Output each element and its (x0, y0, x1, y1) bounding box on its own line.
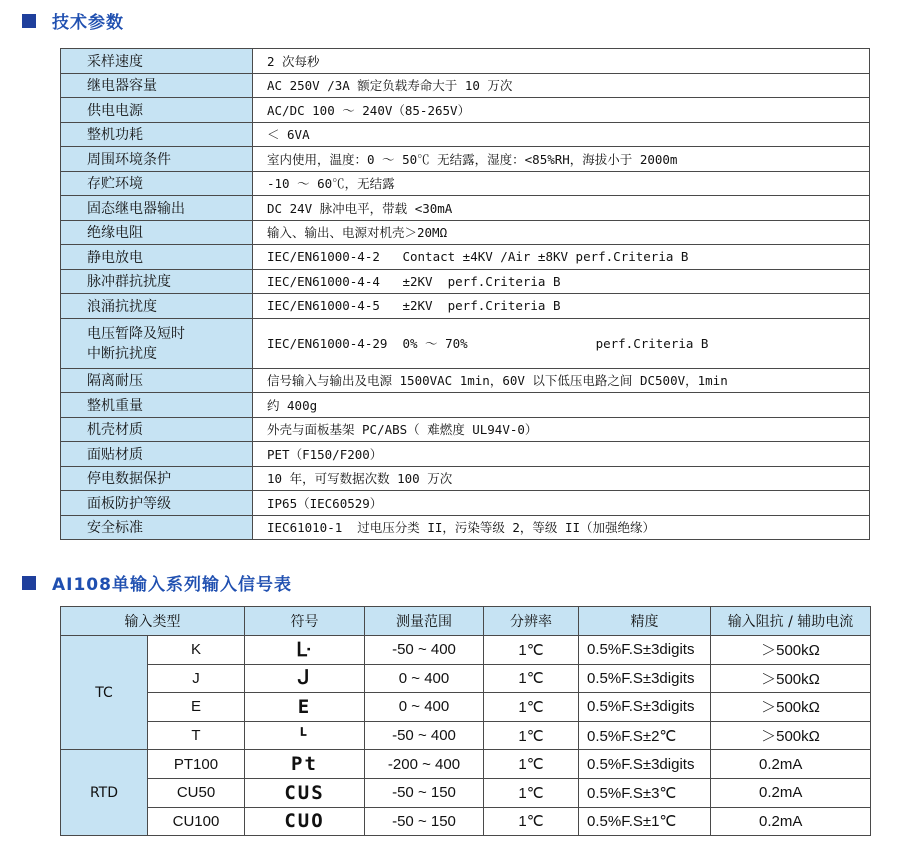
measure-range: -50 ~ 150 (365, 807, 484, 836)
spec-value: 输入、输出、电源对机壳＞20MΩ (253, 220, 870, 245)
spec-row (61, 417, 870, 442)
spec-key-text: 机壳材质 (87, 422, 143, 439)
spec-key (61, 515, 253, 540)
spec-key-text: 浪涌抗扰度 (87, 298, 157, 315)
spec-row (61, 245, 870, 270)
spec-key-text: 周围环境条件 (87, 151, 171, 168)
spec-row (61, 491, 870, 516)
spec-key (61, 368, 253, 393)
accuracy: 0.5%F.S±3℃ (579, 778, 711, 807)
col-header: 分辨率 (484, 607, 579, 636)
spec-key-text: 整机功耗 (87, 127, 143, 144)
resolution: 1℃ (484, 778, 579, 807)
measure-range: -200 ~ 400 (365, 750, 484, 779)
group-label: TC (61, 636, 148, 750)
spec-key (61, 73, 253, 98)
display-symbol: Pt (245, 750, 365, 779)
spec-value: 约 400g (253, 393, 870, 418)
spec-key-text: 脉冲群抗扰度 (87, 274, 171, 291)
col-header: 测量范围 (365, 607, 484, 636)
spec-key (61, 171, 253, 196)
section-header-input-signals (22, 570, 292, 595)
square-bullet-icon (22, 576, 36, 590)
spec-value: IEC61010-1 过电压分类 II，污染等级 2，等级 II（加强绝缘） (253, 515, 870, 540)
square-bullet-icon (22, 14, 36, 28)
measure-range: -50 ~ 400 (365, 636, 484, 665)
spec-row (61, 442, 870, 467)
table-row (61, 721, 871, 750)
impedance: ＞500kΩ (711, 664, 871, 693)
impedance: 0.2mA (711, 750, 871, 779)
table-header-row (61, 607, 871, 636)
spec-row (61, 171, 870, 196)
display-symbol: ᒍ (245, 664, 365, 693)
section-title: AI108单输入系列输入信号表 (52, 575, 292, 595)
spec-value: ＜ 6VA (253, 122, 870, 147)
spec-key-text: 固态继电器输出 (87, 200, 185, 217)
spec-key-text: 采样速度 (87, 53, 143, 70)
accuracy: 0.5%F.S±1℃ (579, 807, 711, 836)
input-type: CU50 (148, 778, 245, 807)
spec-row (61, 466, 870, 491)
measure-range: -50 ~ 400 (365, 721, 484, 750)
section-title: 技术参数 (52, 13, 124, 33)
spec-value: PET（F150/F200） (253, 442, 870, 467)
measure-range: 0 ~ 400 (365, 693, 484, 722)
spec-value: IP65（IEC60529） (253, 491, 870, 516)
table-row (61, 636, 871, 665)
input-type: K (148, 636, 245, 665)
spec-row (61, 49, 870, 74)
spec-value: 室内使用，温度：0 ～ 50℃ 无结露，湿度：<85%RH，海拔小于 2000m (253, 147, 870, 172)
resolution: 1℃ (484, 693, 579, 722)
display-symbol: CUO (245, 807, 365, 836)
display-symbol: ᒷ (245, 636, 365, 665)
spec-row (61, 196, 870, 221)
accuracy: 0.5%F.S±3digits (579, 664, 711, 693)
spec-row (61, 147, 870, 172)
impedance: 0.2mA (711, 778, 871, 807)
accuracy: 0.5%F.S±3digits (579, 750, 711, 779)
spec-key (61, 49, 253, 74)
spec-key-text: 面贴材质 (87, 446, 143, 463)
resolution: 1℃ (484, 664, 579, 693)
col-header: 输入阻抗 / 辅助电流 (711, 607, 871, 636)
spec-key (61, 491, 253, 516)
spec-key (61, 393, 253, 418)
spec-key (61, 98, 253, 123)
spec-key-text: 电压暂降及短时 (87, 326, 185, 342)
spec-key-text: 面板防护等级 (87, 495, 171, 512)
input-type: J (148, 664, 245, 693)
resolution: 1℃ (484, 807, 579, 836)
table-row (61, 807, 871, 836)
display-symbol: ᒻ (245, 721, 365, 750)
group-label: RTD (61, 750, 148, 836)
col-header: 输入类型 (61, 607, 245, 636)
impedance: ＞500kΩ (711, 636, 871, 665)
spec-key (61, 122, 253, 147)
spec-value: IEC/EN61000-4-5 ±2KV perf.Criteria B (253, 294, 870, 319)
spec-key-text: 继电器容量 (87, 78, 157, 95)
spec-key (61, 318, 253, 368)
spec-key (61, 417, 253, 442)
measure-range: -50 ~ 150 (365, 778, 484, 807)
input-signal-table (60, 606, 871, 836)
spec-key (61, 220, 253, 245)
spec-row (61, 393, 870, 418)
accuracy: 0.5%F.S±3digits (579, 636, 711, 665)
spec-value: DC 24V 脉冲电平，带载 <30mA (253, 196, 870, 221)
spec-key-text: 停电数据保护 (87, 471, 171, 488)
spec-key (61, 196, 253, 221)
spec-key-text: 存贮环境 (87, 176, 143, 193)
table-row (61, 693, 871, 722)
spec-key (61, 294, 253, 319)
input-type: PT100 (148, 750, 245, 779)
display-symbol: E (245, 693, 365, 722)
spec-value: 外壳与面板基架 PC/ABS（ 难燃度 UL94V-0） (253, 417, 870, 442)
spec-key (61, 147, 253, 172)
spec-value: 信号输入与输出及电源 1500VAC 1min，60V 以下低压电路之间 DC500V，1min (253, 368, 870, 393)
spec-key-text: 绝缘电阻 (87, 225, 143, 242)
spec-key-text: 安全标准 (87, 520, 143, 537)
spec-row (61, 73, 870, 98)
spec-value: -10 ～ 60℃，无结露 (253, 171, 870, 196)
spec-row (61, 122, 870, 147)
spec-row (61, 318, 870, 368)
spec-value: IEC/EN61000-4-2 Contact ±4KV /Air ±8KV perf.Criteria B (253, 245, 870, 270)
impedance: ＞500kΩ (711, 693, 871, 722)
spec-value: AC 250V /3A 额定负载寿命大于 10 万次 (253, 73, 870, 98)
spec-table (60, 48, 870, 540)
spec-row (61, 220, 870, 245)
measure-range: 0 ~ 400 (365, 664, 484, 693)
spec-key (61, 245, 253, 270)
spec-value: IEC/EN61000-4-29 0% ～ 70% perf.Criteria B (253, 318, 870, 368)
resolution: 1℃ (484, 636, 579, 665)
section-header-tech-params (22, 8, 124, 33)
input-type: T (148, 721, 245, 750)
impedance: ＞500kΩ (711, 721, 871, 750)
col-header: 精度 (579, 607, 711, 636)
spec-key-text: 供电电源 (87, 102, 143, 119)
spec-value: 10 年，可写数据次数 100 万次 (253, 466, 870, 491)
spec-row (61, 368, 870, 393)
impedance: 0.2mA (711, 807, 871, 836)
resolution: 1℃ (484, 750, 579, 779)
resolution: 1℃ (484, 721, 579, 750)
accuracy: 0.5%F.S±3digits (579, 693, 711, 722)
spec-row (61, 515, 870, 540)
spec-key (61, 466, 253, 491)
accuracy: 0.5%F.S±2℃ (579, 721, 711, 750)
table-row (61, 664, 871, 693)
spec-row (61, 98, 870, 123)
spec-row (61, 294, 870, 319)
spec-key-text: 隔离耐压 (87, 373, 143, 390)
col-header: 符号 (245, 607, 365, 636)
display-symbol: CUS (245, 778, 365, 807)
input-type: E (148, 693, 245, 722)
spec-key-text-line2: 中断抗扰度 (87, 346, 157, 362)
spec-key-text: 静电放电 (87, 249, 143, 266)
spec-key (61, 269, 253, 294)
spec-value: 2 次每秒 (253, 49, 870, 74)
spec-value: IEC/EN61000-4-4 ±2KV perf.Criteria B (253, 269, 870, 294)
input-type: CU100 (148, 807, 245, 836)
spec-value: AC/DC 100 ～ 240V（85-265V） (253, 98, 870, 123)
spec-row (61, 269, 870, 294)
spec-key (61, 442, 253, 467)
table-row (61, 750, 871, 779)
spec-key-text: 整机重量 (87, 397, 143, 414)
table-row (61, 778, 871, 807)
